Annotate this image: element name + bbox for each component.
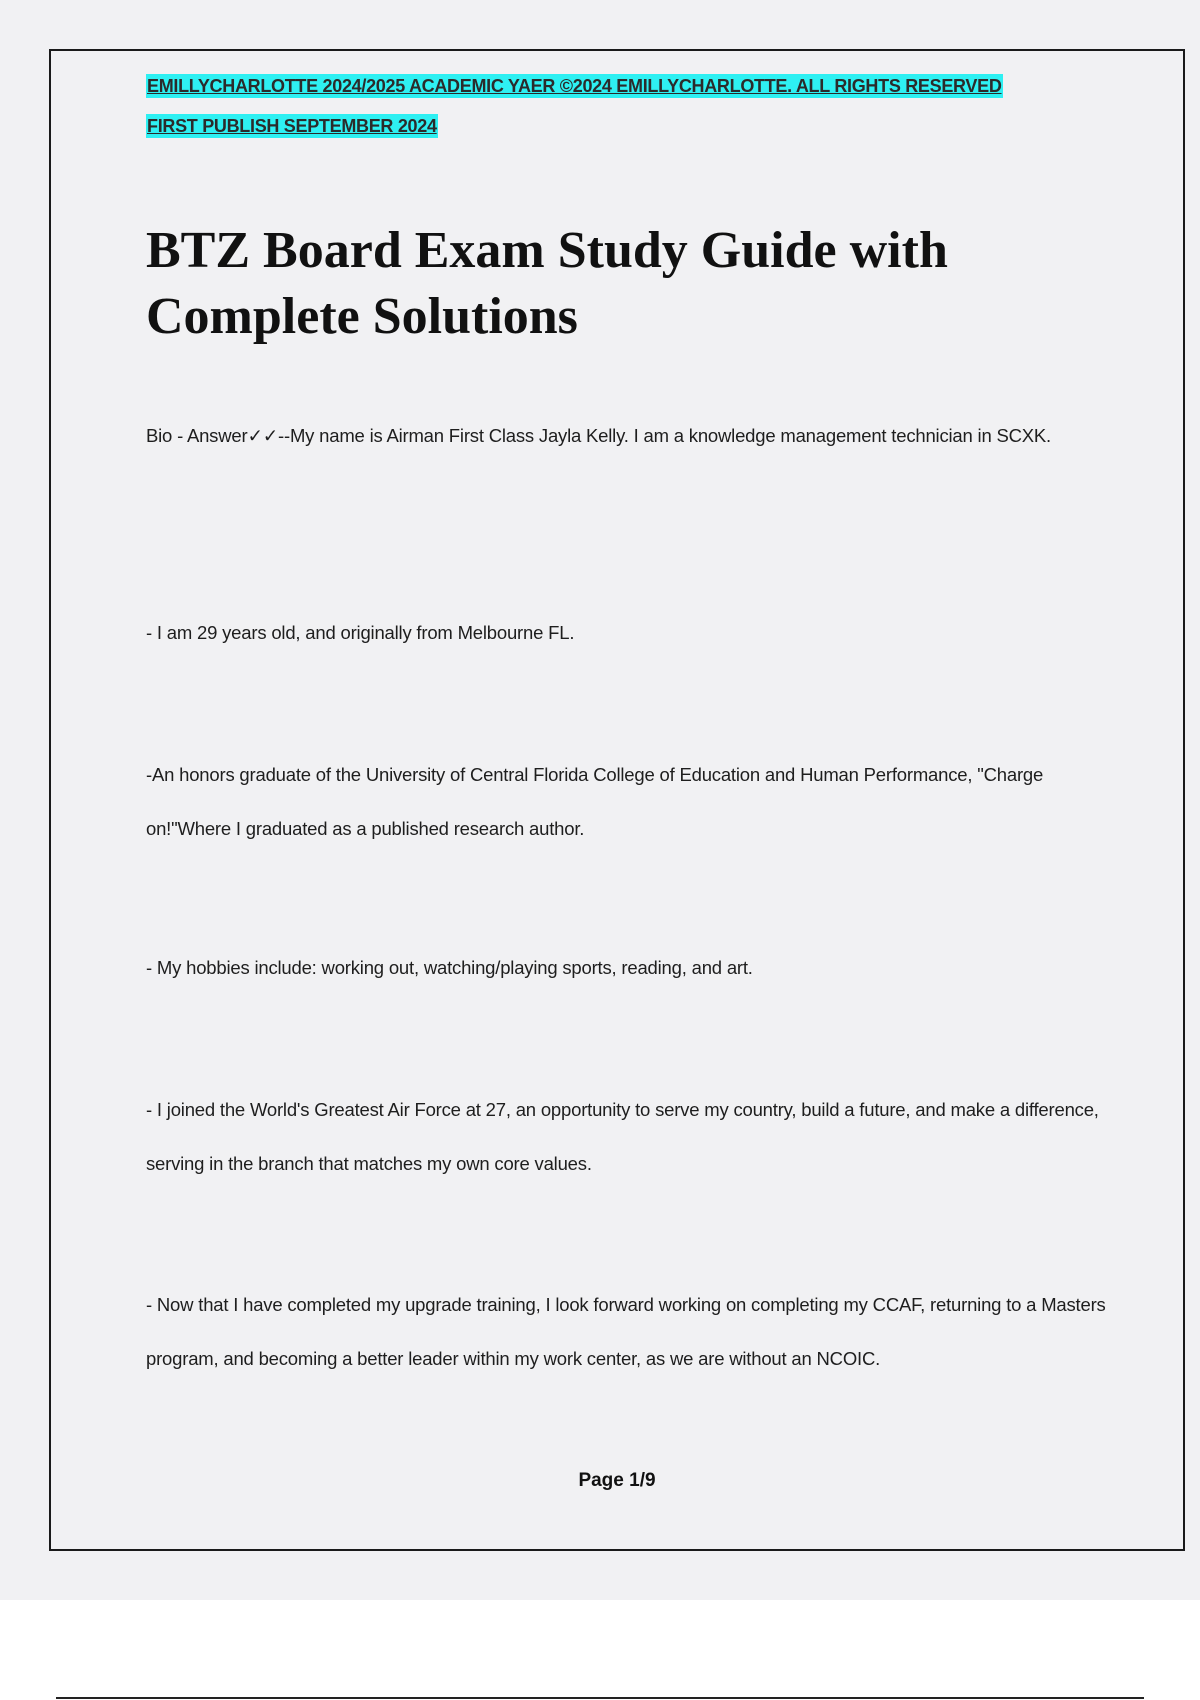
education-paragraph: -An honors graduate of the University of Central Florida College of Education and Human Performance, "Charge on!"Where I graduated as a published research author. — [146, 764, 1044, 839]
enlistment-paragraph: - I joined the World's Greatest Air Force at 27, an opportunity to serve my country, build a future, and make a difference, serving in the branch that matches my own core values. — [146, 1099, 1099, 1174]
goals-paragraph: - Now that I have completed my upgrade training, I look forward working on completing my CCAF, returning to a Masters program, and becoming a better leader within my work center, as we are without an NCOIC. — [146, 1294, 1106, 1369]
page-number: Page 1/9 — [578, 1470, 656, 1491]
next-page-divider — [56, 1697, 1144, 1699]
bio-paragraph: Bio - Answer✓✓--My name is Airman First Class Jayla Kelly. I am a knowledge management technician in SCXK. — [146, 425, 1052, 446]
publish-date-header: FIRST PUBLISH SEPTEMBER 2024 — [147, 116, 437, 136]
document-title: BTZ Board Exam Study Guide with Complete Solutions — [146, 222, 948, 345]
hobbies-paragraph: - My hobbies include: working out, watching/playing sports, reading, and art. — [146, 957, 753, 978]
copyright-header: EMILLYCHARLOTTE 2024/2025 ACADEMIC YAER ©2024 EMILLYCHARLOTTE. ALL RIGHTS RESERVED — [147, 76, 1002, 96]
age-paragraph: - I am 29 years old, and originally from Melbourne FL. — [146, 622, 575, 643]
